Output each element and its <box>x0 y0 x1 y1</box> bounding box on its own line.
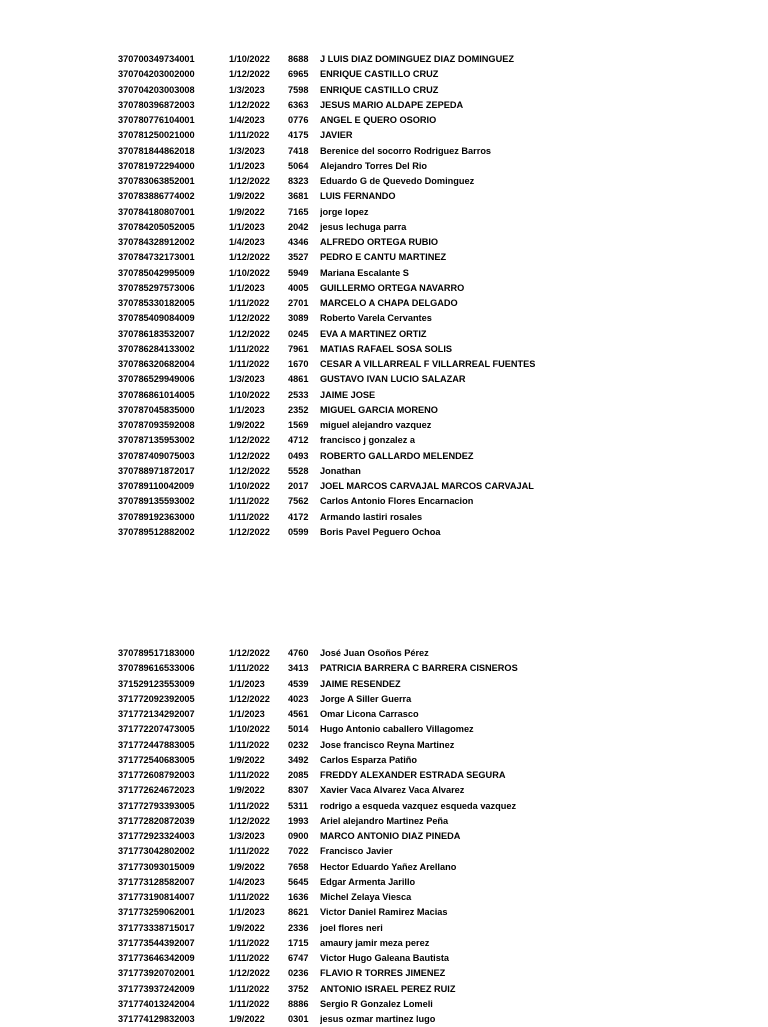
record-code: 8307 <box>288 785 309 796</box>
holder-name: JAIME RESENDEZ <box>320 678 401 689</box>
record-code: 8621 <box>288 907 309 918</box>
record-date: 1/10/2022 <box>229 389 270 400</box>
account-number: 370781972294000 <box>118 160 195 171</box>
account-number: 370780396872003 <box>118 99 195 110</box>
record-date: 1/11/2022 <box>229 496 270 507</box>
record-date: 1/11/2022 <box>229 298 270 308</box>
record-code: 8323 <box>288 176 309 186</box>
record-code: 6965 <box>288 69 309 80</box>
holder-name: Hector Eduardo Yañez Arellano <box>320 861 457 872</box>
record-date: 1/11/2022 <box>229 846 270 857</box>
holder-name: ANTONIO ISRAEL PEREZ RUIZ <box>320 983 456 994</box>
holder-name: Boris Pavel Peguero Ochoa <box>320 526 441 537</box>
record-code: 1670 <box>288 359 309 369</box>
record-date: 1/12/2022 <box>229 648 270 658</box>
record-row <box>118 921 738 936</box>
record-row <box>118 738 738 753</box>
record-code: 0301 <box>288 1014 309 1024</box>
account-number: 371773128582007 <box>118 876 195 887</box>
record-code: 1636 <box>288 892 309 902</box>
record-row <box>118 327 738 342</box>
record-code: 7598 <box>288 84 309 95</box>
record-code: 3527 <box>288 252 309 263</box>
holder-name: Sergio R Gonzalez Lomeli <box>320 998 433 1009</box>
holder-name: Edgar Armenta Jarillo <box>320 876 416 887</box>
record-code: 4172 <box>288 511 309 522</box>
record-row <box>118 753 738 768</box>
holder-name: francisco j gonzalez a <box>320 435 415 446</box>
record-code: 0493 <box>288 450 309 461</box>
record-row <box>118 510 738 525</box>
record-row <box>118 829 738 844</box>
record-code: 4023 <box>288 693 309 704</box>
holder-name: Victor Hugo Galeana Bautista <box>320 953 449 963</box>
holder-name: MARCELO A CHAPA DELGADO <box>320 298 458 308</box>
account-number: 370784732173001 <box>118 252 195 263</box>
holder-name: Alejandro Torres Del Rio <box>320 160 428 171</box>
record-date: 1/11/2022 <box>229 937 270 948</box>
record-code: 7961 <box>288 343 309 354</box>
record-date: 1/12/2022 <box>229 465 270 476</box>
holder-name: JOEL MARCOS CARVAJAL MARCOS CARVAJAL <box>320 481 534 491</box>
holder-name: joel flores neri <box>320 922 383 933</box>
record-code: 5064 <box>288 160 309 171</box>
record-code: 3752 <box>288 983 309 994</box>
account-number: 370784205052005 <box>118 221 195 232</box>
holder-name: Carlos Antonio Flores Encarnacion <box>320 496 474 507</box>
record-row <box>118 525 738 540</box>
record-row <box>118 372 738 387</box>
record-date: 1/4/2023 <box>229 876 265 887</box>
record-date: 1/9/2022 <box>229 206 265 217</box>
record-code: 6363 <box>288 99 309 110</box>
record-row <box>118 722 738 737</box>
record-date: 1/10/2022 <box>229 54 270 64</box>
record-date: 1/1/2023 <box>229 221 265 232</box>
account-number: 370785330182005 <box>118 298 195 308</box>
record-code: 7562 <box>288 496 309 507</box>
record-row <box>118 189 738 204</box>
record-code: 4861 <box>288 374 309 385</box>
record-row <box>118 403 738 418</box>
account-number: 370783886774002 <box>118 191 195 202</box>
record-date: 1/9/2022 <box>229 754 265 765</box>
record-code: 0776 <box>288 115 309 125</box>
record-code: 5014 <box>288 724 309 735</box>
holder-name: JAIME JOSE <box>320 389 376 400</box>
record-code: 7165 <box>288 206 309 217</box>
record-date: 1/9/2022 <box>229 861 265 872</box>
record-date: 1/1/2023 <box>229 160 265 171</box>
account-number: 371772447883005 <box>118 739 195 750</box>
record-date: 1/11/2022 <box>229 770 270 780</box>
record-date: 1/12/2022 <box>229 693 270 704</box>
holder-name: Carlos Esparza Patiño <box>320 754 418 765</box>
account-number: 371773093015009 <box>118 861 195 872</box>
record-row <box>118 997 738 1012</box>
holder-name: PEDRO E CANTU MARTINEZ <box>320 252 447 263</box>
account-number: 370789616533006 <box>118 663 195 674</box>
record-row <box>118 144 738 159</box>
record-code: 1715 <box>288 937 309 948</box>
holder-name: J LUIS DIAZ DOMINGUEZ DIAZ DOMINGUEZ <box>320 54 514 64</box>
record-date: 1/12/2022 <box>229 176 270 186</box>
record-row <box>118 235 738 250</box>
record-row <box>118 646 738 661</box>
record-date: 1/12/2022 <box>229 450 270 461</box>
record-date: 1/9/2022 <box>229 922 265 933</box>
record-row <box>118 799 738 814</box>
account-number: 371773259062001 <box>118 907 195 918</box>
holder-name: MATIAS RAFAEL SOSA SOLIS <box>320 343 453 354</box>
record-date: 1/10/2022 <box>229 481 270 491</box>
account-number: 370786183532007 <box>118 328 195 339</box>
record-code: 2533 <box>288 389 309 400</box>
record-date: 1/9/2022 <box>229 1014 265 1024</box>
account-number: 370787409075003 <box>118 450 195 461</box>
account-number: 371773544392007 <box>118 937 195 948</box>
holder-name: ROBERTO GALLARDO MELENDEZ <box>320 450 474 461</box>
record-row <box>118 783 738 798</box>
account-number: 370786284133002 <box>118 343 195 354</box>
holder-name: ALFREDO ORTEGA RUBIO <box>320 237 439 247</box>
account-number: 370785042995009 <box>118 267 195 278</box>
account-number: 370789517183000 <box>118 648 195 658</box>
record-row <box>118 905 738 920</box>
holder-name: JESUS MARIO ALDAPE ZEPEDA <box>320 99 464 110</box>
record-code: 3681 <box>288 191 309 202</box>
holder-name: MIGUEL GARCIA MORENO <box>320 404 438 415</box>
holder-name: FLAVIO R TORRES JIMENEZ <box>320 968 446 979</box>
record-code: 7658 <box>288 861 309 872</box>
record-code: 5645 <box>288 876 309 887</box>
record-code: 2352 <box>288 404 309 415</box>
record-row <box>118 174 738 189</box>
holder-name: Hugo Antonio caballero Villagomez <box>320 724 474 735</box>
account-number: 371772608792003 <box>118 770 195 780</box>
record-row <box>118 220 738 235</box>
record-code: 5528 <box>288 465 309 476</box>
holder-name: jesus lechuga parra <box>320 221 407 232</box>
record-code: 4712 <box>288 435 309 446</box>
account-number: 370785297573006 <box>118 282 195 293</box>
record-code: 2017 <box>288 481 309 491</box>
record-row <box>118 311 738 326</box>
account-number: 370784328912002 <box>118 237 195 247</box>
account-number: 370789512882002 <box>118 526 195 537</box>
record-date: 1/11/2022 <box>229 359 270 369</box>
record-date: 1/12/2022 <box>229 328 270 339</box>
holder-name: José Juan Osoños Pérez <box>320 648 429 658</box>
account-number: 370788971872017 <box>118 465 195 476</box>
record-row <box>118 52 738 67</box>
account-number: 371774129832003 <box>118 1014 195 1024</box>
account-number: 371772540683005 <box>118 754 195 765</box>
record-code: 5311 <box>288 800 308 811</box>
holder-name: GUSTAVO IVAN LUCIO SALAZAR <box>320 374 466 385</box>
record-date: 1/12/2022 <box>229 313 270 324</box>
account-number: 370789110042009 <box>118 481 195 491</box>
account-number: 371772207473005 <box>118 724 195 735</box>
record-row <box>118 707 738 722</box>
account-number: 371772134292007 <box>118 709 195 719</box>
record-row <box>118 875 738 890</box>
account-number: 370780776104001 <box>118 115 195 125</box>
record-code: 7022 <box>288 846 309 857</box>
holder-name: GUILLERMO ORTEGA NAVARRO <box>320 282 465 293</box>
record-date: 1/4/2023 <box>229 115 265 125</box>
holder-name: jesus ozmar martinez lugo <box>320 1014 436 1024</box>
holder-name: ANGEL E QUERO OSORIO <box>320 115 437 125</box>
account-number: 371773937242009 <box>118 983 195 994</box>
record-code: 0599 <box>288 526 309 537</box>
account-number: 371773190814007 <box>118 892 195 902</box>
record-row <box>118 1012 738 1027</box>
holder-name: CESAR A VILLARREAL F VILLARREAL FUENTES <box>320 359 536 369</box>
record-code: 8886 <box>288 998 309 1009</box>
account-number: 371774013242004 <box>118 998 195 1009</box>
record-code: 0232 <box>288 739 309 750</box>
record-row <box>118 433 738 448</box>
record-date: 1/12/2022 <box>229 99 270 110</box>
account-number: 370786320682004 <box>118 359 195 369</box>
record-date: 1/3/2023 <box>229 831 265 841</box>
record-date: 1/1/2023 <box>229 282 265 293</box>
record-date: 1/11/2022 <box>229 998 270 1009</box>
record-row <box>118 388 738 403</box>
record-code: 0245 <box>288 328 309 339</box>
record-code: 3492 <box>288 754 309 765</box>
record-date: 1/1/2023 <box>229 678 265 689</box>
account-number: 370784180807001 <box>118 206 195 217</box>
record-date: 1/1/2023 <box>229 709 265 719</box>
holder-name: Eduardo G de Quevedo Dominguez <box>320 176 475 186</box>
record-date: 1/12/2022 <box>229 435 270 446</box>
record-row <box>118 418 738 433</box>
holder-name: Berenice del socorro Rodriguez Barros <box>320 145 492 156</box>
account-number: 371773042802002 <box>118 846 195 857</box>
record-code: 2042 <box>288 221 309 232</box>
record-date: 1/11/2022 <box>229 953 270 963</box>
record-date: 1/12/2022 <box>229 69 270 80</box>
holder-name: Mariana Escalante S <box>320 267 409 278</box>
records-block-1 <box>118 52 738 540</box>
account-number: 371773646342009 <box>118 953 195 963</box>
holder-name: Jonathan <box>320 465 361 476</box>
record-row <box>118 860 738 875</box>
account-number: 371772793393005 <box>118 800 195 811</box>
account-number: 370787045835000 <box>118 404 195 415</box>
record-code: 8688 <box>288 54 309 64</box>
holder-name: ENRIQUE CASTILLO CRUZ <box>320 84 439 95</box>
record-date: 1/12/2022 <box>229 815 270 826</box>
record-row <box>118 98 738 113</box>
record-code: 0236 <box>288 968 309 979</box>
record-date: 1/12/2022 <box>229 968 270 979</box>
record-row <box>118 661 738 676</box>
record-code: 4561 <box>288 709 309 719</box>
record-date: 1/10/2022 <box>229 267 270 278</box>
record-date: 1/1/2023 <box>229 404 265 415</box>
record-code: 3413 <box>288 663 309 674</box>
record-date: 1/11/2022 <box>229 739 270 750</box>
record-code: 4760 <box>288 648 309 658</box>
account-number: 371773338715017 <box>118 922 195 933</box>
holder-name: jorge lopez <box>320 206 369 217</box>
holder-name: EVA A MARTINEZ ORTIZ <box>320 328 427 339</box>
record-row <box>118 296 738 311</box>
holder-name: JAVIER <box>320 130 353 141</box>
record-row <box>118 768 738 783</box>
record-row <box>118 83 738 98</box>
holder-name: LUIS FERNANDO <box>320 191 396 202</box>
record-row <box>118 342 738 357</box>
account-number: 370700349734001 <box>118 54 195 64</box>
records-block-2 <box>118 646 738 1027</box>
record-date: 1/12/2022 <box>229 252 270 263</box>
account-number: 370704203002000 <box>118 69 195 80</box>
record-code: 1569 <box>288 420 309 430</box>
record-row <box>118 159 738 174</box>
record-date: 1/12/2022 <box>229 526 270 537</box>
record-code: 4175 <box>288 130 309 141</box>
holder-name: Jose francisco Reyna Martinez <box>320 739 455 750</box>
holder-name: Xavier Vaca Alvarez Vaca Alvarez <box>320 785 465 796</box>
record-row <box>118 128 738 143</box>
holder-name: amaury jamir meza perez <box>320 937 430 948</box>
holder-name: FREDDY ALEXANDER ESTRADA SEGURA <box>320 770 506 780</box>
record-date: 1/10/2022 <box>229 724 270 735</box>
holder-name: MARCO ANTONIO DIAZ PINEDA <box>320 831 461 841</box>
holder-name: Omar Licona Carrasco <box>320 709 419 719</box>
record-row <box>118 692 738 707</box>
record-row <box>118 464 738 479</box>
record-row <box>118 814 738 829</box>
record-row <box>118 844 738 859</box>
record-code: 5949 <box>288 267 309 278</box>
holder-name: miguel alejandro vazquez <box>320 420 432 430</box>
record-date: 1/11/2022 <box>229 511 270 522</box>
record-code: 0900 <box>288 831 309 841</box>
holder-name: Michel Zelaya Viesca <box>320 892 412 902</box>
record-code: 7418 <box>288 145 309 156</box>
account-number: 371772092392005 <box>118 693 195 704</box>
record-date: 1/4/2023 <box>229 237 265 247</box>
record-row <box>118 966 738 981</box>
record-date: 1/11/2022 <box>229 892 270 902</box>
record-row <box>118 936 738 951</box>
record-row <box>118 67 738 82</box>
holder-name: Jorge A Siller Guerra <box>320 693 412 704</box>
record-date: 1/11/2022 <box>229 983 270 994</box>
account-number: 370785409084009 <box>118 313 195 324</box>
holder-name: Francisco Javier <box>320 846 393 857</box>
record-row <box>118 205 738 220</box>
account-number: 370789192363000 <box>118 511 195 522</box>
record-row <box>118 982 738 997</box>
record-row <box>118 113 738 128</box>
record-code: 1993 <box>288 815 309 826</box>
account-number: 370786529949006 <box>118 374 195 385</box>
account-number: 371773920702001 <box>118 968 195 979</box>
record-row <box>118 281 738 296</box>
record-code: 2336 <box>288 922 309 933</box>
record-date: 1/9/2022 <box>229 785 265 796</box>
account-number: 370787135953002 <box>118 435 195 446</box>
record-row <box>118 677 738 692</box>
record-date: 1/11/2022 <box>229 343 270 354</box>
record-row <box>118 357 738 372</box>
holder-name: Roberto Varela Cervantes <box>320 313 432 324</box>
record-date: 1/3/2023 <box>229 374 265 385</box>
holder-name: Ariel alejandro Martinez Peña <box>320 815 449 826</box>
holder-name: rodrigo a esqueda vazquez esqueda vazquez <box>320 800 517 811</box>
account-number: 371772923324003 <box>118 831 195 841</box>
account-number: 371772820872039 <box>118 815 195 826</box>
record-date: 1/9/2022 <box>229 191 265 202</box>
account-number: 370704203003008 <box>118 84 195 95</box>
record-code: 4346 <box>288 237 309 247</box>
record-code: 3089 <box>288 313 309 324</box>
account-number: 370787093592008 <box>118 420 195 430</box>
holder-name: Armando lastiri rosales <box>320 511 423 522</box>
account-number: 370789135593002 <box>118 496 195 507</box>
record-date: 1/11/2022 <box>229 800 270 811</box>
record-row <box>118 250 738 265</box>
account-number: 371529123553009 <box>118 678 195 689</box>
account-number: 370781250021000 <box>118 130 195 141</box>
holder-name: Victor Daniel Ramirez Macias <box>320 907 448 918</box>
record-code: 2085 <box>288 770 309 780</box>
record-date: 1/3/2023 <box>229 84 265 95</box>
record-date: 1/9/2022 <box>229 420 265 430</box>
record-code: 2701 <box>288 298 309 308</box>
record-date: 1/11/2022 <box>229 663 270 674</box>
record-date: 1/11/2022 <box>229 130 270 141</box>
account-number: 370783063852001 <box>118 176 195 186</box>
record-row <box>118 266 738 281</box>
holder-name: PATRICIA BARRERA C BARRERA CISNEROS <box>320 663 518 674</box>
record-row <box>118 890 738 905</box>
account-number: 371772624672023 <box>118 785 195 796</box>
account-number: 370781844862018 <box>118 145 195 156</box>
record-row <box>118 449 738 464</box>
holder-name: ENRIQUE CASTILLO CRUZ <box>320 69 439 80</box>
record-code: 4539 <box>288 678 309 689</box>
account-number: 370786861014005 <box>118 389 195 400</box>
record-date: 1/1/2023 <box>229 907 265 918</box>
record-row <box>118 479 738 494</box>
record-row <box>118 951 738 966</box>
record-code: 6747 <box>288 953 309 963</box>
record-row <box>118 494 738 509</box>
record-code: 4005 <box>288 282 309 293</box>
record-date: 1/3/2023 <box>229 145 265 156</box>
